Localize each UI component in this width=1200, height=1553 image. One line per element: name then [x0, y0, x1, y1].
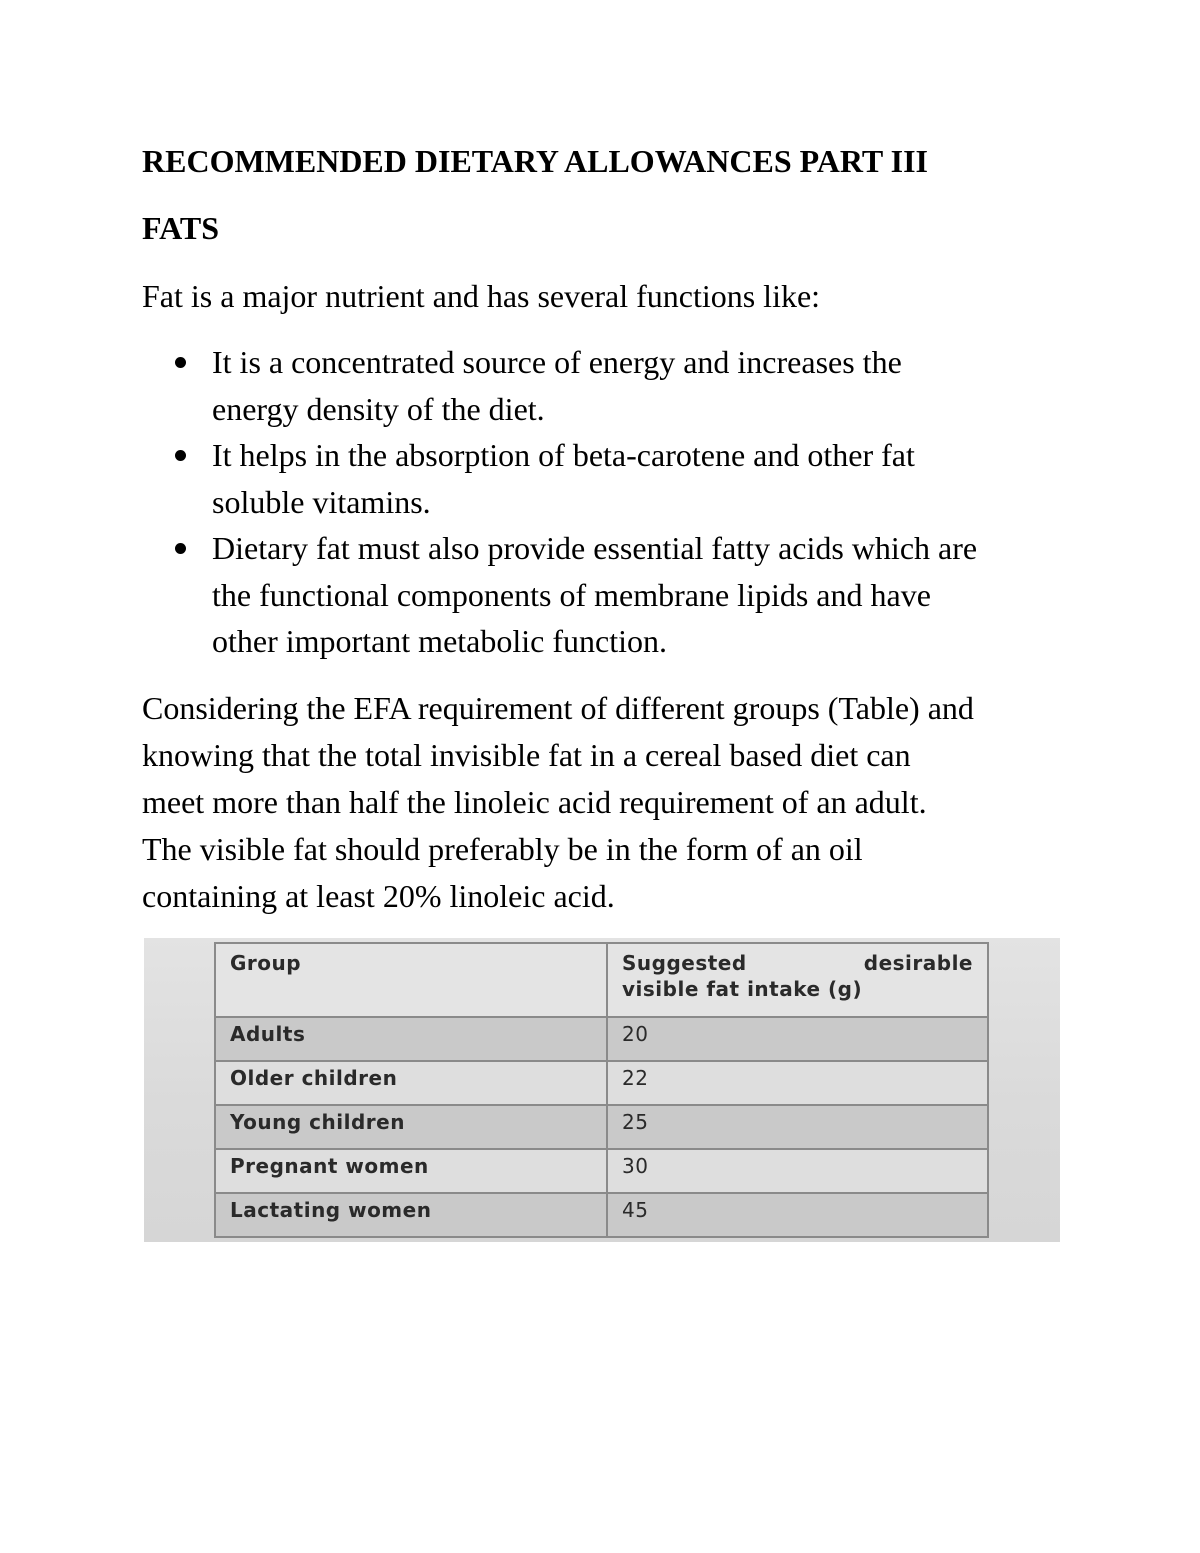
value-cell: 20	[607, 1017, 988, 1061]
table-row	[215, 1061, 988, 1105]
header-group: Group	[215, 943, 607, 1017]
list-item-line: energy density of the diet.	[212, 390, 545, 427]
group-cell: Older children	[215, 1061, 607, 1105]
paragraph-line: knowing that the total invisible fat in a cereal based diet can	[142, 737, 911, 773]
value-cell: 25	[607, 1105, 988, 1149]
list-item-line: Dietary fat must also provide essential fatty acids which are	[212, 530, 978, 566]
group-cell: Adults	[215, 1017, 607, 1061]
table-header-row	[215, 943, 988, 1017]
value-cell: 22	[607, 1061, 988, 1105]
bullet-icon	[175, 357, 186, 368]
table-row	[215, 1105, 988, 1149]
header-intake-word: Suggested	[622, 951, 747, 975]
table-row	[215, 1017, 988, 1061]
table-row	[215, 1193, 988, 1237]
table-photo	[144, 938, 1060, 1242]
table-row	[215, 1149, 988, 1193]
paragraph-line: containing at least 20% linoleic acid.	[142, 878, 615, 914]
list-item-line: other important metabolic function.	[212, 623, 667, 659]
paragraph-line: meet more than half the linoleic acid requirement of an adult.	[142, 784, 927, 820]
header-intake-word: desirable	[863, 951, 973, 975]
value-cell: 45	[607, 1193, 988, 1237]
function-list	[142, 339, 1082, 665]
group-cell: Lactating women	[215, 1193, 607, 1237]
paragraph-line: The visible fat should preferably be in the form of an oil	[142, 831, 863, 867]
value-cell: 30	[607, 1149, 988, 1193]
paragraph-line: Considering the EFA requirement of different groups (Table) and	[142, 690, 974, 726]
list-item-line: It is a concentrated source of energy and increases the	[212, 344, 902, 380]
list-item	[142, 432, 1082, 525]
list-item	[142, 525, 1082, 665]
section-heading: FATS	[142, 210, 220, 246]
list-item-line: the functional components of membrane lipids and have	[212, 576, 931, 613]
body-paragraph	[142, 685, 1082, 920]
fat-intake-table	[214, 942, 989, 1238]
header-intake	[607, 943, 988, 1017]
list-item-line: soluble vitamins.	[212, 483, 431, 520]
list-item	[142, 339, 1082, 432]
bullet-icon	[175, 543, 186, 554]
group-cell: Young children	[215, 1105, 607, 1149]
document-title: RECOMMENDED DIETARY ALLOWANCES PART III	[142, 143, 928, 179]
bullet-icon	[175, 450, 186, 461]
list-item-line: It helps in the absorption of beta-carotene and other fat	[212, 437, 915, 473]
intro-text: Fat is a major nutrient and has several functions like:	[142, 278, 821, 314]
group-cell: Pregnant women	[215, 1149, 607, 1193]
header-intake-line: visible fat intake (g)	[622, 977, 863, 1001]
